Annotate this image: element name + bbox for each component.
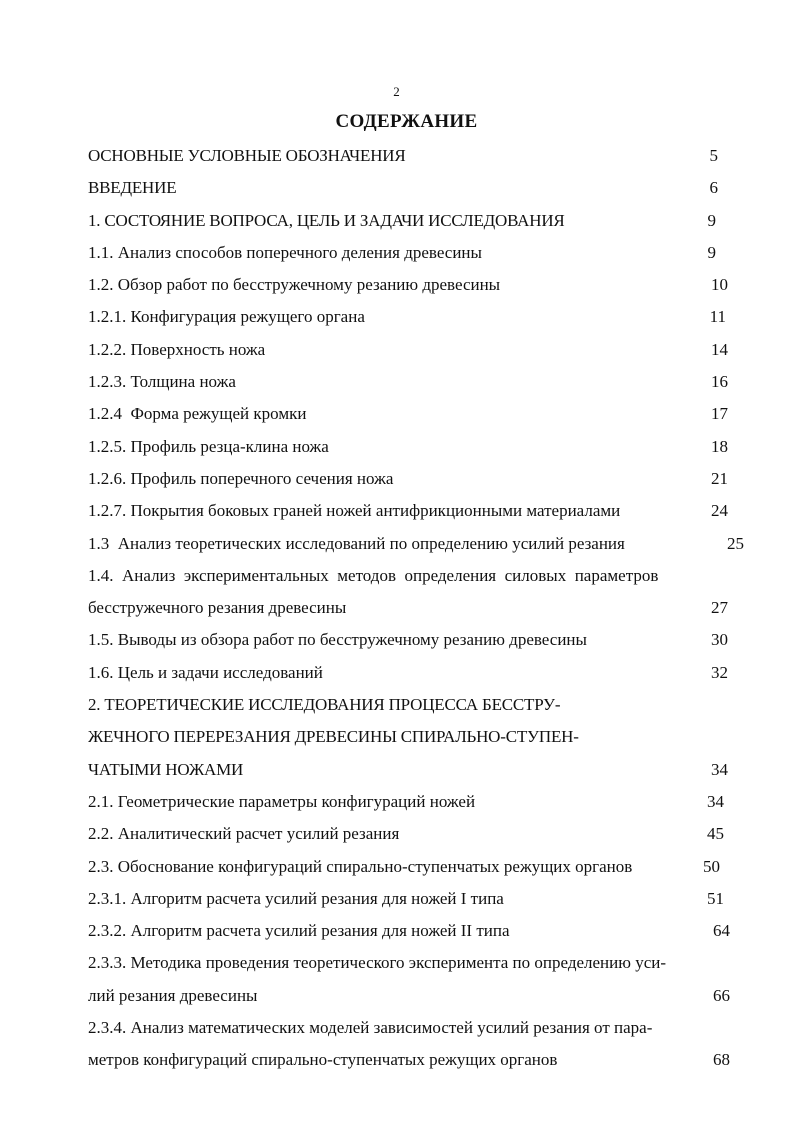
toc-entry — [88, 721, 736, 753]
toc-entry-text: 1.5. Выводы из обзора работ по бесстружечному резанию древесины — [88, 630, 587, 650]
toc-entry-page: 21 — [711, 468, 728, 488]
toc-entry — [88, 786, 736, 818]
toc-entry-text: 2.3.4. Анализ математических моделей зависимостей усилий резания от пара- — [88, 1018, 653, 1038]
toc-entry-text: 1.1. Анализ способов поперечного деления древесины — [88, 242, 482, 262]
toc-entry — [88, 818, 736, 850]
toc-entry — [88, 334, 736, 366]
toc-entry — [88, 1012, 736, 1044]
toc-entry — [88, 915, 736, 947]
toc-entry-text: 1.2.5. Профиль резца-клина ножа — [88, 436, 329, 456]
toc-entry-text: 1.2.4 Форма режущей кромки — [88, 404, 307, 424]
toc-entry — [88, 140, 736, 172]
toc-entry-page: 6 — [709, 178, 718, 198]
toc-entry-text: 1.2.6. Профиль поперечного сечения ножа — [88, 468, 394, 488]
toc-entry-text: 2.3.2. Алгоритм расчета усилий резания для ножей II типа — [88, 921, 510, 941]
toc-entry-page: 51 — [707, 888, 724, 908]
toc-entry-page: 10 — [711, 275, 728, 295]
toc-entry-page: 68 — [713, 1050, 730, 1070]
toc-entry-text: ВВЕДЕНИЕ — [88, 178, 177, 198]
toc-entry-page: 34 — [711, 759, 728, 779]
toc-entry-text: 2.3. Обоснование конфигураций спирально-ступенчатых режущих органов — [88, 856, 633, 876]
page-title: СОДЕРЖАНИЕ — [335, 111, 478, 132]
toc-entry-text: 1.2.2. Поверхность ножа — [88, 339, 266, 359]
toc-entry — [88, 754, 736, 786]
toc-entry-text: 1.3 Анализ теоретических исследований по определению усилий резания — [88, 533, 625, 553]
toc-entry-text: 1.6. Цель и задачи исследований — [88, 662, 323, 682]
toc-entry-page: 50 — [703, 856, 720, 876]
toc-entry-text: 2.1. Геометрические параметры конфигураций ножей — [88, 791, 476, 811]
toc-entry — [88, 689, 736, 721]
toc-entry — [88, 301, 736, 333]
toc-entry-text: ЖЕЧНОГО ПЕРЕРЕЗАНИЯ ДРЕВЕСИНЫ СПИРАЛЬНО-СТУПЕН- — [88, 727, 579, 747]
toc-entry — [88, 883, 736, 915]
toc-entry-page: 18 — [711, 436, 728, 456]
toc-entry — [88, 947, 736, 979]
toc-entry-text: 1.4. Анализ экспериментальных методов определения силовых параметров — [88, 565, 659, 585]
toc-entry-text: 1.2. Обзор работ по бесстружечному резанию древесины — [88, 275, 501, 295]
toc-entry-page: 14 — [711, 339, 728, 359]
toc-entry-page: 16 — [711, 372, 728, 392]
toc-entry-text: 2.3.3. Методика проведения теоретического эксперимента по определению уси- — [88, 953, 666, 973]
toc-entry-page: 30 — [711, 630, 728, 650]
toc-entry-text: 1. СОСТОЯНИЕ ВОПРОСА, ЦЕЛЬ И ЗАДАЧИ ИССЛЕДОВАНИЯ — [88, 210, 565, 230]
toc-entry-page: 64 — [713, 921, 730, 941]
toc-entry-text: 2. ТЕОРЕТИЧЕСКИЕ ИССЛЕДОВАНИЯ ПРОЦЕССА БЕССТРУ- — [88, 695, 561, 715]
toc-entry — [88, 624, 736, 656]
toc-entry-text: ЧАТЫМИ НОЖАМИ — [88, 759, 244, 779]
toc-entry-page: 27 — [711, 598, 728, 618]
toc-entry — [88, 463, 736, 495]
toc-entry — [88, 980, 736, 1012]
toc-entry-page: 66 — [713, 985, 730, 1005]
toc-entry-page: 17 — [711, 404, 728, 424]
toc-entry-text: бесстружечного резания древесины — [88, 598, 347, 618]
toc-entry-page: 9 — [707, 242, 716, 262]
toc-entry-page: 9 — [707, 210, 716, 230]
toc-entry — [88, 528, 744, 560]
toc-entry — [88, 431, 736, 463]
toc-entry — [88, 172, 736, 204]
toc-entry — [88, 398, 736, 430]
toc-entry-text: ОСНОВНЫЕ УСЛОВНЫЕ ОБОЗНАЧЕНИЯ — [88, 146, 406, 165]
toc-entry — [88, 205, 736, 237]
toc-entry-page: 11 — [709, 307, 726, 327]
toc-entry-text: метров конфигураций спирально-ступенчатых режущих органов — [88, 1050, 558, 1070]
toc-entry — [88, 366, 736, 398]
toc-entry — [88, 269, 736, 301]
toc-entry-page: 34 — [707, 791, 724, 811]
toc-entry-page: 32 — [711, 662, 728, 682]
toc-entry — [88, 851, 736, 883]
toc-entry-text: лий резания древесины — [88, 985, 258, 1005]
toc-entry-text: 2.2. Аналитический расчет усилий резания — [88, 824, 400, 844]
toc-entry — [88, 1044, 736, 1076]
toc-entry-text: 1.2.7. Покрытия боковых граней ножей антифрикционными материалами — [88, 501, 621, 521]
toc-entry — [88, 495, 736, 527]
toc-entry-page: 5 — [709, 146, 718, 165]
toc-entry — [88, 657, 736, 689]
toc-entry — [88, 560, 736, 592]
table-of-contents — [88, 140, 744, 1077]
toc-entry-text: 2.3.1. Алгоритм расчета усилий резания для ножей I типа — [88, 888, 504, 908]
page-number: 2 — [393, 84, 400, 99]
toc-entry — [88, 237, 736, 269]
toc-entry-page: 25 — [727, 533, 744, 553]
toc-entry — [88, 592, 736, 624]
toc-entry-text: 1.2.1. Конфигурация режущего органа — [88, 307, 365, 327]
toc-entry-page: 45 — [707, 824, 724, 844]
toc-entry-page: 24 — [711, 501, 728, 521]
toc-entry-text: 1.2.3. Толщина ножа — [88, 372, 236, 392]
